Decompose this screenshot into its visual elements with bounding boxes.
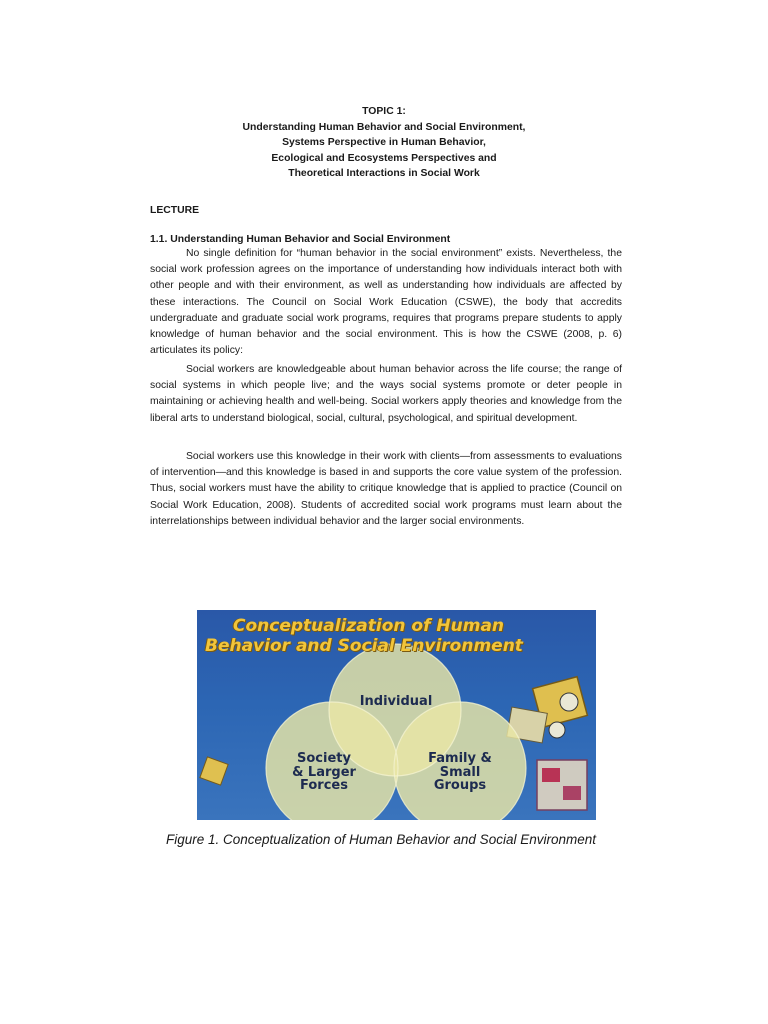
title-line-2: Systems Perspective in Human Behavior, bbox=[282, 137, 486, 149]
label-text: Individual bbox=[359, 694, 433, 709]
label-line: Forces bbox=[300, 778, 348, 793]
title-line-3: Ecological and Ecosystems Perspectives and bbox=[271, 152, 497, 164]
label-line: Family & bbox=[428, 751, 492, 766]
circle-label-family bbox=[415, 752, 505, 793]
topic-number: TOPIC 1: bbox=[362, 106, 406, 117]
figure-caption: Figure 1. Conceptualization of Human Behavior and Social Environment bbox=[166, 832, 596, 847]
body-paragraph-2: Social workers are knowledgeable about human behavior across the life course; the range of social systems in which people live; and the ways social systems promote or deter people in maintaining or achieving health and well-being. Social workers apply theories and knowledge from the liberal arts to understand biological, social, cultural, psychological, and spiritual development. bbox=[150, 364, 622, 424]
body-paragraph-3: Social workers use this knowledge in their work with clients—from assessments to evaluations of intervention—and this knowledge is based in and supports the core value system of the profession. Thus, social workers must have the ability to critique knowledge that is applied to practice (Council on Social Work Education, 2008). Students of accredited social work programs must learn about the interrelationships between individual behavior and the larger social environments. bbox=[150, 451, 622, 527]
document-title-block bbox=[150, 104, 618, 182]
lecture-heading: LECTURE bbox=[150, 205, 200, 216]
figure-title-line-1: Conceptualization of Human bbox=[233, 616, 505, 636]
label-line: Society bbox=[297, 751, 351, 766]
figure-title-line-2: Behavior and Social Environment bbox=[205, 636, 523, 656]
circle-label-individual bbox=[337, 695, 455, 709]
label-line: Groups bbox=[433, 778, 487, 793]
label-line: & Larger bbox=[292, 764, 356, 780]
body-paragraph-1: No single definition for “human behavior in the social environment” exists. Nevertheless, the social work profession agrees on the importance of understanding how individuals interact both with other people and with their environment, as well as understanding how individuals are affected by these interactions. The Council on Social Work Education (CSWE), the body that accredits undergraduate and graduate social work programs, requires that programs prepare students to apply knowledge of human behavior and the social environment. This is how the CSWE (2008, p. 6) articulates its policy: bbox=[150, 248, 622, 357]
venn-figure bbox=[197, 610, 596, 820]
label-line: Small bbox=[439, 764, 481, 780]
title-line-1: Understanding Human Behavior and Social Environment, bbox=[242, 121, 526, 133]
subsection-heading: 1.1. Understanding Human Behavior and Social Environment bbox=[150, 234, 451, 245]
circle-label-society bbox=[279, 752, 369, 793]
title-line-4: Theoretical Interactions in Social Work bbox=[288, 168, 480, 180]
